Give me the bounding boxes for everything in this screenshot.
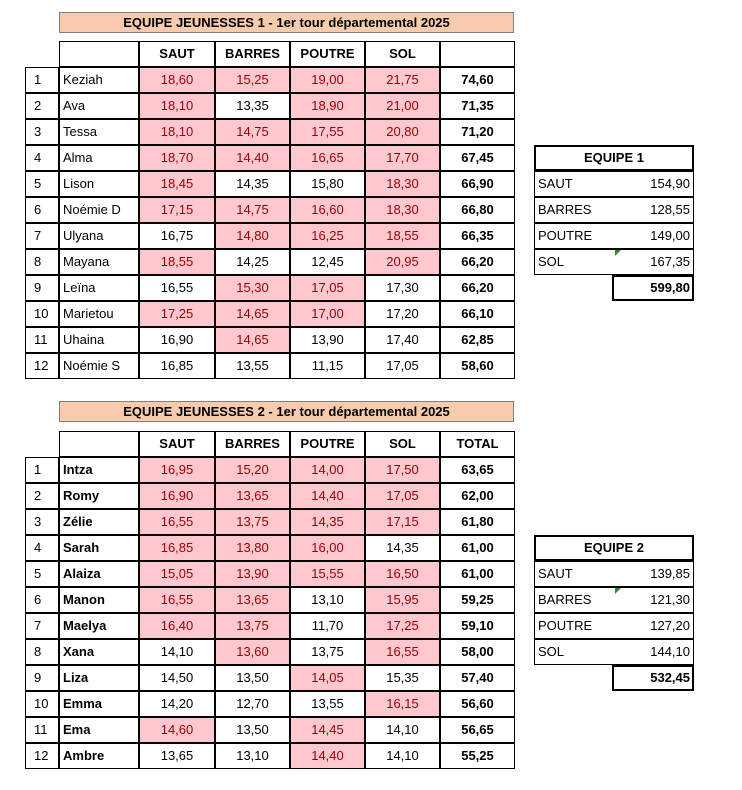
team1-row10-score-cell-s[interactable]: 17,25 (139, 301, 215, 327)
team1-row4-rank-cell[interactable]: 4 (25, 145, 59, 171)
team2-row9-gymnast-name-cell[interactable]: Liza (59, 665, 139, 691)
team1-header-5 (440, 41, 515, 67)
team1-row12-score-cell-p[interactable]: 11,15 (290, 353, 365, 379)
team2-row5-score-cell-sol[interactable]: 16,50 (365, 561, 440, 587)
team2-row3-total-cell[interactable]: 61,80 (440, 509, 515, 535)
team1-header-1: SAUT (139, 41, 215, 67)
team2-row5-score-cell-s[interactable]: 15,05 (139, 561, 215, 587)
team2-row12-score-cell-b[interactable]: 13,10 (215, 743, 290, 769)
team2-header-name-blank (59, 431, 139, 457)
team2-row7-rank-cell[interactable]: 7 (25, 613, 59, 639)
team2-row2-score-cell-sol[interactable]: 17,05 (365, 483, 440, 509)
team1-row9-gymnast-name-cell[interactable]: Leïna (59, 275, 139, 301)
team2-row10-score-cell-b[interactable]: 12,70 (215, 691, 290, 717)
team2-row6-score-cell-sol[interactable]: 15,95 (365, 587, 440, 613)
team1-row2-score-cell-b[interactable]: 13,35 (215, 93, 290, 119)
team2-row5-total-cell[interactable]: 61,00 (440, 561, 515, 587)
team2-row1-score-cell-sol[interactable]: 17,50 (365, 457, 440, 483)
team1-row10-score-cell-b[interactable]: 14,65 (215, 301, 290, 327)
team2-row8-score-cell-p[interactable]: 13,75 (290, 639, 365, 665)
team1-row10-score-cell-sol[interactable]: 17,20 (365, 301, 440, 327)
team1-row6-rank-cell[interactable]: 6 (25, 197, 59, 223)
team2-header-1: SAUT (139, 431, 215, 457)
team2-row3-score-cell-s[interactable]: 16,55 (139, 509, 215, 535)
team1-row11-score-cell-b[interactable]: 14,65 (215, 327, 290, 353)
team1-summary-title: EQUIPE 1 (534, 145, 694, 171)
team1-row11-total-cell[interactable]: 62,85 (440, 327, 515, 353)
team2-row1-score-cell-p[interactable]: 14,00 (290, 457, 365, 483)
team2-row6-gymnast-name-cell[interactable]: Manon (59, 587, 139, 613)
team1-row7-score-cell-b[interactable]: 14,80 (215, 223, 290, 249)
summary-label: SOL (538, 254, 565, 269)
team1-row1-score-cell-s[interactable]: 18,60 (139, 67, 215, 93)
team2-row11-score-cell-p[interactable]: 14,45 (290, 717, 365, 743)
team2-row9-score-cell-s[interactable]: 14,50 (139, 665, 215, 691)
team2-row11-total-cell[interactable]: 56,65 (440, 717, 515, 743)
team1-row6-score-cell-sol[interactable]: 18,30 (365, 197, 440, 223)
team2-row4-score-cell-p[interactable]: 16,00 (290, 535, 365, 561)
team1-row1-rank-cell[interactable]: 1 (25, 67, 59, 93)
team2-summary-row-poutre[interactable] (534, 613, 694, 639)
team1-row4-score-cell-sol[interactable]: 17,70 (365, 145, 440, 171)
team1-row8-score-cell-b[interactable]: 14,25 (215, 249, 290, 275)
team2-row7-score-cell-s[interactable]: 16,40 (139, 613, 215, 639)
team1-row5-total-cell[interactable]: 66,90 (440, 171, 515, 197)
team2-row11-score-cell-sol[interactable]: 14,10 (365, 717, 440, 743)
team1-row6-score-cell-s[interactable]: 17,15 (139, 197, 215, 223)
team1-row7-rank-cell[interactable]: 7 (25, 223, 59, 249)
team1-row5-rank-cell[interactable]: 5 (25, 171, 59, 197)
team1-row7-total-cell[interactable]: 66,35 (440, 223, 515, 249)
summary-label: BARRES (538, 592, 592, 607)
team1-row8-total-cell[interactable]: 66,20 (440, 249, 515, 275)
team2-summary-row-saut[interactable] (534, 561, 694, 587)
team1-row1-score-cell-b[interactable]: 15,25 (215, 67, 290, 93)
team2-row7-score-cell-sol[interactable]: 17,25 (365, 613, 440, 639)
team1-row10-gymnast-name-cell[interactable]: Marietou (59, 301, 139, 327)
team2-row8-gymnast-name-cell[interactable]: Xana (59, 639, 139, 665)
team2-row1-score-cell-b[interactable]: 15,20 (215, 457, 290, 483)
team1-row9-total-cell[interactable]: 66,20 (440, 275, 515, 301)
team1-row7-score-cell-s[interactable]: 16,75 (139, 223, 215, 249)
team1-row11-gymnast-name-cell[interactable]: Uhaina (59, 327, 139, 353)
team2-row12-score-cell-p[interactable]: 14,40 (290, 743, 365, 769)
team1-summary-row-barres[interactable] (534, 197, 694, 223)
team2-row5-rank-cell[interactable]: 5 (25, 561, 59, 587)
summary-label: POUTRE (538, 618, 593, 633)
team2-row6-score-cell-s[interactable]: 16,55 (139, 587, 215, 613)
team1-row12-score-cell-b[interactable]: 13,55 (215, 353, 290, 379)
team2-row8-score-cell-s[interactable]: 14,10 (139, 639, 215, 665)
team1-row2-score-cell-sol[interactable]: 21,00 (365, 93, 440, 119)
team2-row3-score-cell-sol[interactable]: 17,15 (365, 509, 440, 535)
team2-row5-score-cell-b[interactable]: 13,90 (215, 561, 290, 587)
team1-row12-rank-cell[interactable]: 12 (25, 353, 59, 379)
summary-label: SAUT (538, 176, 573, 191)
team1-row1-gymnast-name-cell[interactable]: Keziah (59, 67, 139, 93)
team1-row12-score-cell-sol[interactable]: 17,05 (365, 353, 440, 379)
team1-row2-score-cell-p[interactable]: 18,90 (290, 93, 365, 119)
team1-row8-rank-cell[interactable]: 8 (25, 249, 59, 275)
team2-row7-score-cell-b[interactable]: 13,75 (215, 613, 290, 639)
team2-row7-gymnast-name-cell[interactable]: Maelya (59, 613, 139, 639)
team2-summary-row-sol[interactable] (534, 639, 694, 665)
team1-row11-score-cell-p[interactable]: 13,90 (290, 327, 365, 353)
team2-row4-gymnast-name-cell[interactable]: Sarah (59, 535, 139, 561)
team1-row7-score-cell-p[interactable]: 16,25 (290, 223, 365, 249)
team1-row4-score-cell-s[interactable]: 18,70 (139, 145, 215, 171)
team2-row12-score-cell-s[interactable]: 13,65 (139, 743, 215, 769)
team2-row10-total-cell[interactable]: 56,60 (440, 691, 515, 717)
team2-row9-score-cell-sol[interactable]: 15,35 (365, 665, 440, 691)
team1-row9-score-cell-sol[interactable]: 17,30 (365, 275, 440, 301)
team1-row6-total-cell[interactable]: 66,80 (440, 197, 515, 223)
summary-label: POUTRE (538, 228, 593, 243)
team2-row8-score-cell-sol[interactable]: 16,55 (365, 639, 440, 665)
team2-row1-rank-cell[interactable]: 1 (25, 457, 59, 483)
team1-row5-score-cell-s[interactable]: 18,45 (139, 171, 215, 197)
team1-title: EQUIPE JEUNESSES 1 - 1er tour départemental 2025 (59, 12, 514, 33)
team2-row2-score-cell-s[interactable]: 16,90 (139, 483, 215, 509)
team1-header-name-blank (59, 41, 139, 67)
team2-row3-rank-cell[interactable]: 3 (25, 509, 59, 535)
team1-header-3: POUTRE (290, 41, 365, 67)
team2-row6-rank-cell[interactable]: 6 (25, 587, 59, 613)
team1-header-2: BARRES (215, 41, 290, 67)
team1-row4-score-cell-b[interactable]: 14,40 (215, 145, 290, 171)
team2-row10-gymnast-name-cell[interactable]: Emma (59, 691, 139, 717)
summary-label: BARRES (538, 202, 592, 217)
team1-row5-score-cell-b[interactable]: 14,35 (215, 171, 290, 197)
summary-value: 139,85 (650, 566, 690, 581)
team1-row2-score-cell-s[interactable]: 18,10 (139, 93, 215, 119)
summary-value: 121,30 (650, 592, 690, 607)
team1-row9-score-cell-b[interactable]: 15,30 (215, 275, 290, 301)
team1-row6-gymnast-name-cell[interactable]: Noémie D (59, 197, 139, 223)
summary-value: 154,90 (650, 176, 690, 191)
team2-header-5: TOTAL (440, 431, 515, 457)
team1-row6-score-cell-p[interactable]: 16,60 (290, 197, 365, 223)
cell-indicator-icon (615, 250, 621, 256)
team2-row6-score-cell-p[interactable]: 13,10 (290, 587, 365, 613)
team2-summary-title: EQUIPE 2 (534, 535, 694, 561)
team2-row6-total-cell[interactable]: 59,25 (440, 587, 515, 613)
team1-row4-score-cell-p[interactable]: 16,65 (290, 145, 365, 171)
team1-row6-score-cell-b[interactable]: 14,75 (215, 197, 290, 223)
summary-value: 127,20 (650, 618, 690, 633)
team1-row3-score-cell-p[interactable]: 17,55 (290, 119, 365, 145)
team2-row2-score-cell-b[interactable]: 13,65 (215, 483, 290, 509)
summary-value: 167,35 (650, 254, 690, 269)
team1-row4-gymnast-name-cell[interactable]: Alma (59, 145, 139, 171)
team2-header-3: POUTRE (290, 431, 365, 457)
team2-row8-total-cell[interactable]: 58,00 (440, 639, 515, 665)
team1-row12-gymnast-name-cell[interactable]: Noémie S (59, 353, 139, 379)
team2-row4-rank-cell[interactable]: 4 (25, 535, 59, 561)
team1-summary-row-poutre[interactable] (534, 223, 694, 249)
team2-row10-rank-cell[interactable]: 10 (25, 691, 59, 717)
team1-row12-total-cell[interactable]: 58,60 (440, 353, 515, 379)
team2-row4-score-cell-b[interactable]: 13,80 (215, 535, 290, 561)
team2-row7-total-cell[interactable]: 59,10 (440, 613, 515, 639)
team1-row11-score-cell-s[interactable]: 16,90 (139, 327, 215, 353)
team1-row5-gymnast-name-cell[interactable]: Lison (59, 171, 139, 197)
team2-row4-score-cell-sol[interactable]: 14,35 (365, 535, 440, 561)
team1-row4-total-cell[interactable]: 67,45 (440, 145, 515, 171)
team2-row3-score-cell-b[interactable]: 13,75 (215, 509, 290, 535)
team1-header-4: SOL (365, 41, 440, 67)
team2-row11-gymnast-name-cell[interactable]: Ema (59, 717, 139, 743)
team2-row11-score-cell-b[interactable]: 13,50 (215, 717, 290, 743)
team1-row8-score-cell-sol[interactable]: 20,95 (365, 249, 440, 275)
team1-row1-score-cell-p[interactable]: 19,00 (290, 67, 365, 93)
team2-row1-score-cell-s[interactable]: 16,95 (139, 457, 215, 483)
team2-row1-total-cell[interactable]: 63,65 (440, 457, 515, 483)
team1-row7-gymnast-name-cell[interactable]: Ulyana (59, 223, 139, 249)
team2-row9-score-cell-p[interactable]: 14,05 (290, 665, 365, 691)
team2-header-2: BARRES (215, 431, 290, 457)
team1-row8-gymnast-name-cell[interactable]: Mayana (59, 249, 139, 275)
team1-summary-total[interactable]: 599,80 (612, 275, 694, 301)
team1-row11-rank-cell[interactable]: 11 (25, 327, 59, 353)
team2-row1-gymnast-name-cell[interactable]: Intza (59, 457, 139, 483)
team2-row12-total-cell[interactable]: 55,25 (440, 743, 515, 769)
team1-row2-total-cell[interactable]: 71,35 (440, 93, 515, 119)
team1-row12-score-cell-s[interactable]: 16,85 (139, 353, 215, 379)
team1-summary-row-saut[interactable] (534, 171, 694, 197)
team2-row12-gymnast-name-cell[interactable]: Ambre (59, 743, 139, 769)
team1-row9-score-cell-p[interactable]: 17,05 (290, 275, 365, 301)
team2-row6-score-cell-b[interactable]: 13,65 (215, 587, 290, 613)
team2-row8-score-cell-b[interactable]: 13,60 (215, 639, 290, 665)
team1-row10-score-cell-p[interactable]: 17,00 (290, 301, 365, 327)
team2-row11-score-cell-s[interactable]: 14,60 (139, 717, 215, 743)
team1-row1-total-cell[interactable]: 74,60 (440, 67, 515, 93)
team1-row3-score-cell-sol[interactable]: 20,80 (365, 119, 440, 145)
team2-row10-score-cell-s[interactable]: 14,20 (139, 691, 215, 717)
team2-row12-score-cell-sol[interactable]: 14,10 (365, 743, 440, 769)
team1-row8-score-cell-p[interactable]: 12,45 (290, 249, 365, 275)
team1-row3-score-cell-s[interactable]: 18,10 (139, 119, 215, 145)
team2-row10-score-cell-sol[interactable]: 16,15 (365, 691, 440, 717)
team2-row2-rank-cell[interactable]: 2 (25, 483, 59, 509)
team2-row8-rank-cell[interactable]: 8 (25, 639, 59, 665)
team1-row9-score-cell-s[interactable]: 16,55 (139, 275, 215, 301)
team1-row3-total-cell[interactable]: 71,20 (440, 119, 515, 145)
team2-summary-row-barres[interactable] (534, 587, 694, 613)
team1-row1-score-cell-sol[interactable]: 21,75 (365, 67, 440, 93)
team1-row7-score-cell-sol[interactable]: 18,55 (365, 223, 440, 249)
team2-row7-score-cell-p[interactable]: 11,70 (290, 613, 365, 639)
team2-summary-total[interactable]: 532,45 (612, 665, 694, 691)
summary-value: 149,00 (650, 228, 690, 243)
summary-label: SAUT (538, 566, 573, 581)
team1-row3-score-cell-b[interactable]: 14,75 (215, 119, 290, 145)
team1-row5-score-cell-p[interactable]: 15,80 (290, 171, 365, 197)
team1-row2-rank-cell[interactable]: 2 (25, 93, 59, 119)
team1-row11-score-cell-sol[interactable]: 17,40 (365, 327, 440, 353)
team2-row9-score-cell-b[interactable]: 13,50 (215, 665, 290, 691)
summary-value: 144,10 (650, 644, 690, 659)
team2-row12-rank-cell[interactable]: 12 (25, 743, 59, 769)
team2-row9-total-cell[interactable]: 57,40 (440, 665, 515, 691)
team2-row10-score-cell-p[interactable]: 13,55 (290, 691, 365, 717)
team2-row11-rank-cell[interactable]: 11 (25, 717, 59, 743)
team1-row10-rank-cell[interactable]: 10 (25, 301, 59, 327)
team1-row3-rank-cell[interactable]: 3 (25, 119, 59, 145)
team2-row2-gymnast-name-cell[interactable]: Romy (59, 483, 139, 509)
team2-row2-total-cell[interactable]: 62,00 (440, 483, 515, 509)
cell-indicator-icon (615, 588, 621, 594)
team2-title: EQUIPE JEUNESSES 2 - 1er tour départemental 2025 (59, 401, 514, 422)
team2-row3-score-cell-p[interactable]: 14,35 (290, 509, 365, 535)
team1-row5-score-cell-sol[interactable]: 18,30 (365, 171, 440, 197)
team2-header-4: SOL (365, 431, 440, 457)
team1-row9-rank-cell[interactable]: 9 (25, 275, 59, 301)
team2-row5-gymnast-name-cell[interactable]: Alaiza (59, 561, 139, 587)
team2-row9-rank-cell[interactable]: 9 (25, 665, 59, 691)
summary-label: SOL (538, 644, 565, 659)
team2-row3-gymnast-name-cell[interactable]: Zélie (59, 509, 139, 535)
team1-row10-total-cell[interactable]: 66,10 (440, 301, 515, 327)
team1-row3-gymnast-name-cell[interactable]: Tessa (59, 119, 139, 145)
team1-row2-gymnast-name-cell[interactable]: Ava (59, 93, 139, 119)
team2-row4-total-cell[interactable]: 61,00 (440, 535, 515, 561)
team2-row4-score-cell-s[interactable]: 16,85 (139, 535, 215, 561)
team1-summary-row-sol[interactable] (534, 249, 694, 275)
team1-row8-score-cell-s[interactable]: 18,55 (139, 249, 215, 275)
summary-value: 128,55 (650, 202, 690, 217)
team2-row2-score-cell-p[interactable]: 14,40 (290, 483, 365, 509)
team2-row5-score-cell-p[interactable]: 15,55 (290, 561, 365, 587)
